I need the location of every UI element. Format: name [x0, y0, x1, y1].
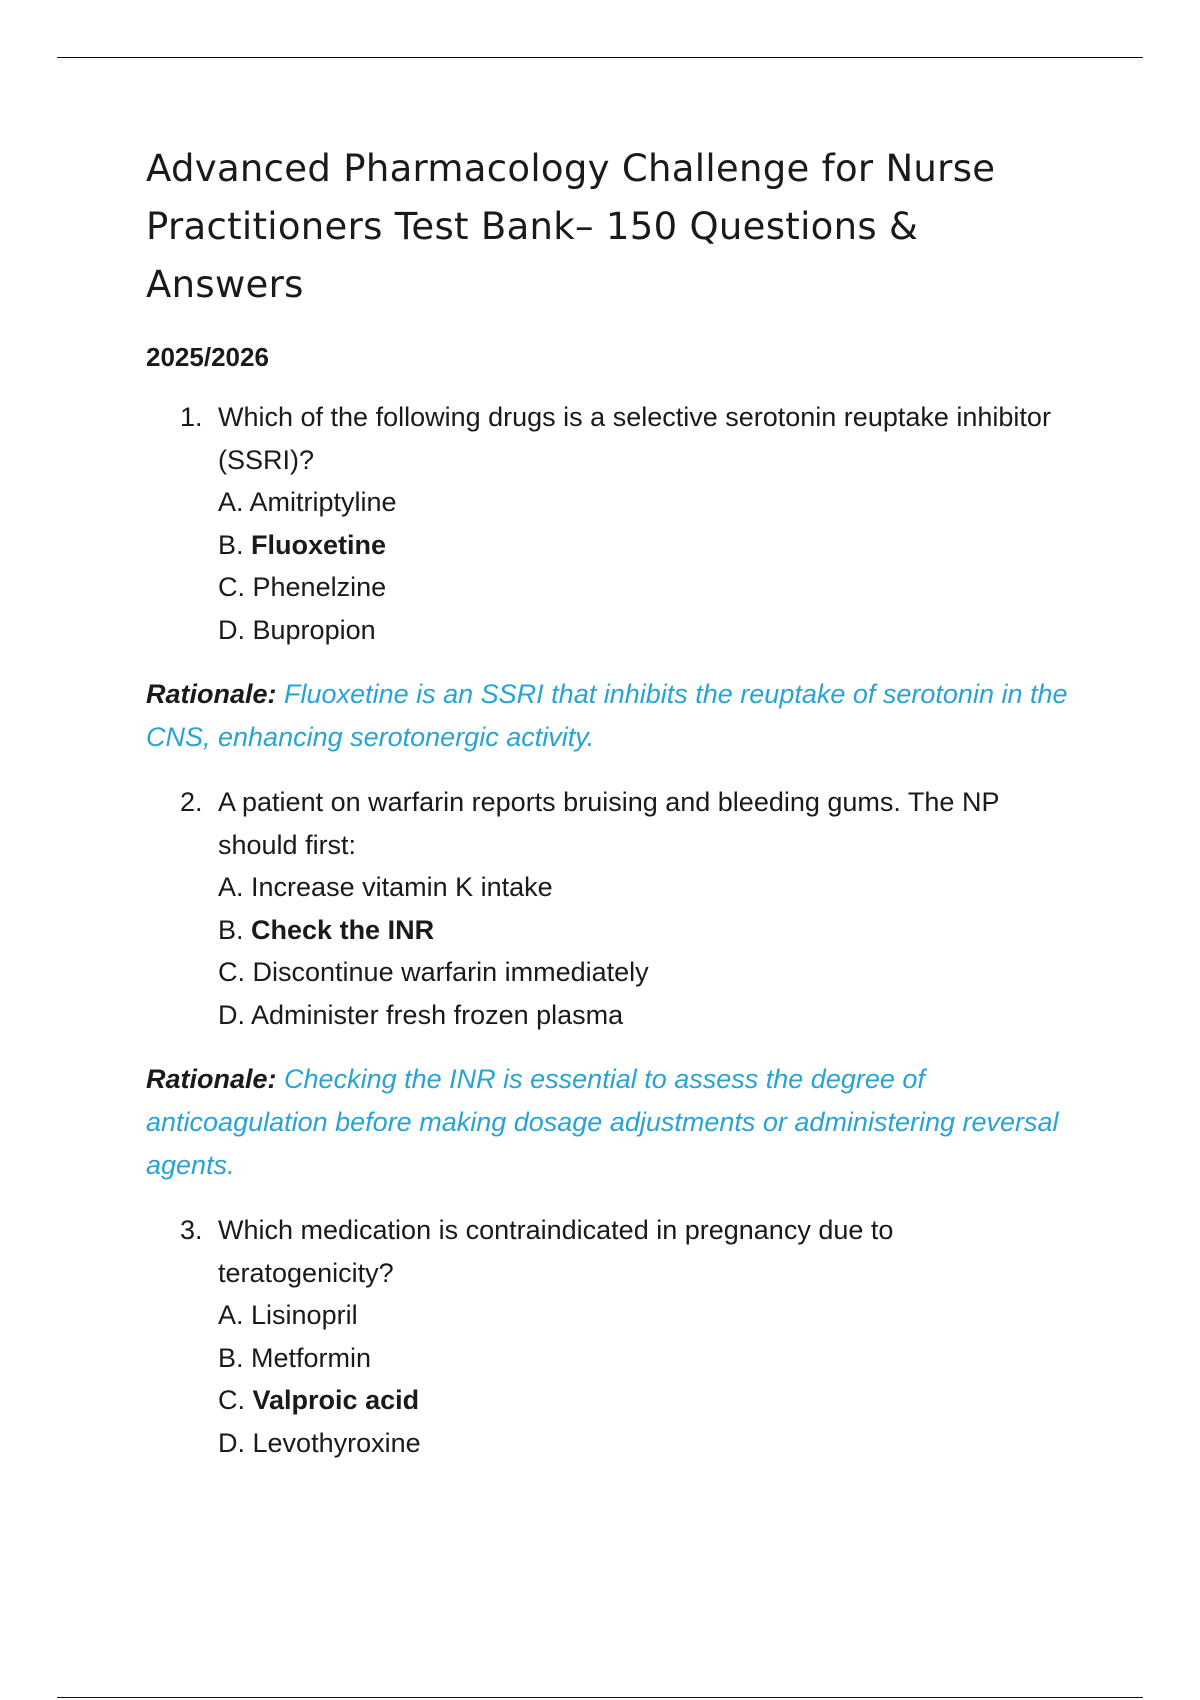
option-b-correct: B. Check the INR [218, 914, 435, 945]
question-text: Which of the following drugs is a selective serotonin reuptake inhibitor (SSRI)? [218, 402, 1051, 475]
rationale-text: Fluoxetine is an SSRI that inhibits the reuptake of serotonin in the CNS, enhancing serotonergic activity. [146, 679, 1068, 752]
rationale-label: Rationale: [146, 679, 277, 709]
option-d: D. Levothyroxine [218, 1427, 421, 1458]
question-text: Which medication is contraindicated in pregnancy due to teratogenicity? [218, 1215, 894, 1288]
question-1 [146, 396, 1076, 651]
footer-rule [57, 1697, 1143, 1698]
option-a: A. Lisinopril [218, 1300, 358, 1330]
option-c: C. Discontinue warfarin immediately [218, 957, 649, 987]
rationale-1 [146, 673, 1076, 759]
document-title: Advanced Pharmacology Challenge for Nurse Practitioners Test Bank– 150 Questions & Answers [146, 147, 996, 306]
rationale-text: Checking the INR is essential to assess the degree of anticoagulation before making dosage adjustments or administering reversal agents. [146, 1064, 1059, 1180]
header-rule [57, 57, 1143, 58]
question-2 [146, 781, 1076, 1036]
option-c-correct: C. Valproic acid [218, 1385, 420, 1415]
option-b-correct: B. Fluoxetine [218, 529, 387, 560]
rationale-2 [146, 1058, 1076, 1187]
question-text: A patient on warfarin reports bruising and bleeding gums. The NP should first: [218, 787, 999, 860]
option-b: B. Metformin [218, 1342, 372, 1373]
document-page [146, 140, 1076, 1464]
option-d: D. Bupropion [218, 614, 376, 645]
rationale-label: Rationale: [146, 1064, 277, 1094]
option-c: C. Phenelzine [218, 572, 387, 602]
option-a: A. Increase vitamin K intake [218, 872, 553, 902]
question-3 [146, 1209, 1076, 1464]
option-a: A. Amitriptyline [218, 487, 397, 517]
question-number: 2. [180, 787, 203, 817]
question-number: 1. [180, 402, 203, 432]
document-year: 2025/2026 [146, 342, 269, 372]
question-number: 3. [180, 1215, 203, 1245]
option-d: D. Administer fresh frozen plasma [218, 999, 624, 1030]
